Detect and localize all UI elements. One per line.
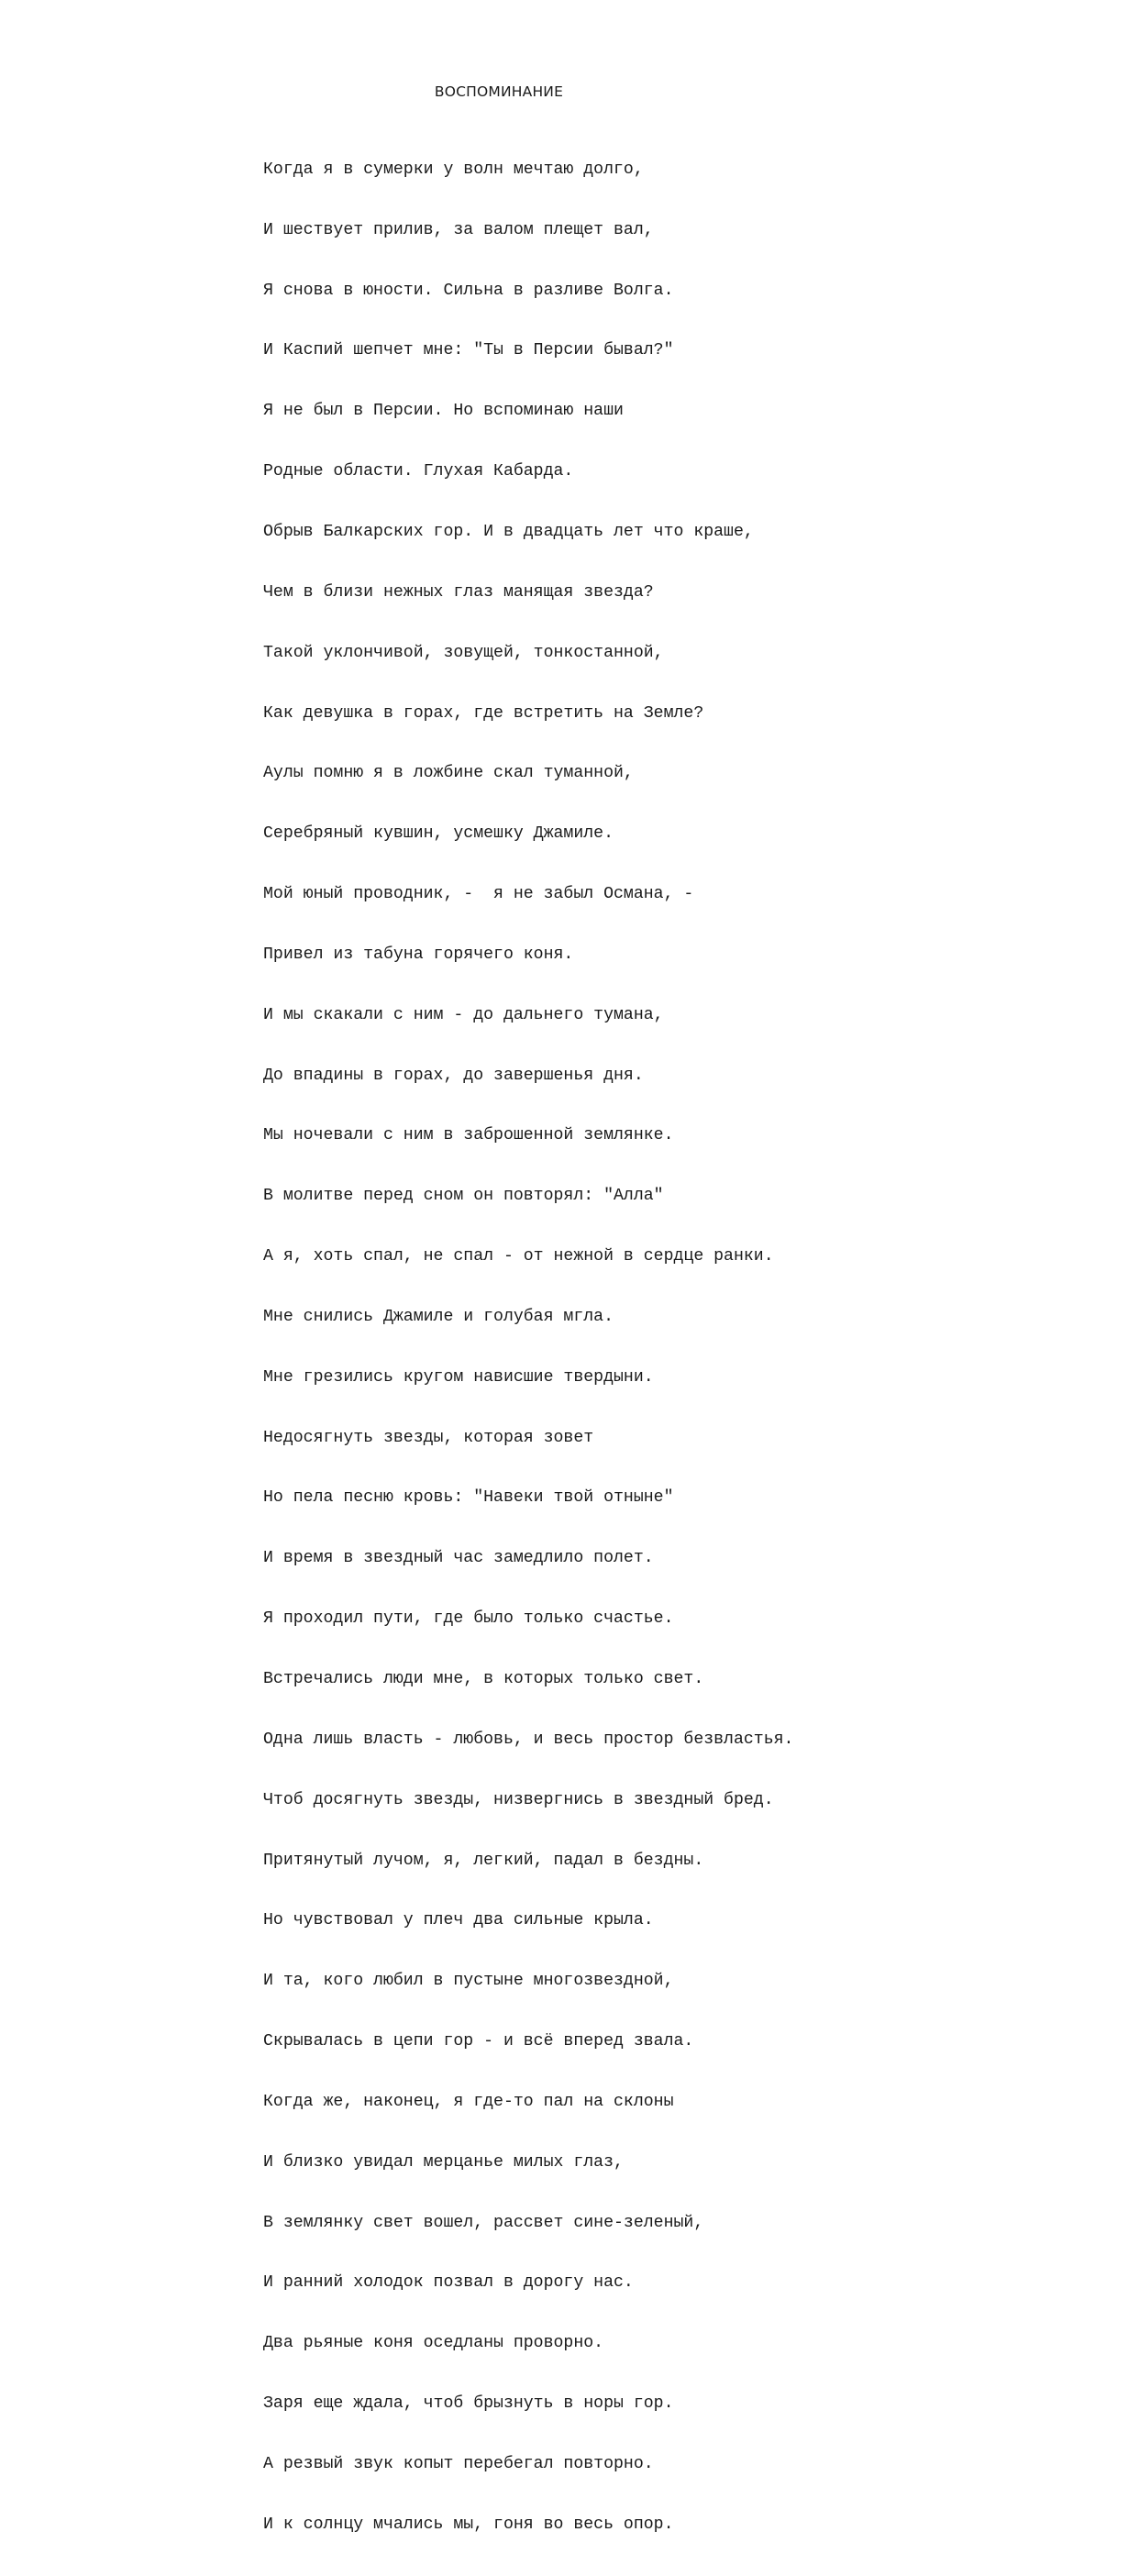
poem-line: Два рьяные коня оседланы проворно. bbox=[263, 2334, 604, 2353]
poem-line: Когда я в сумерки у волн мечтаю долго, bbox=[263, 160, 644, 179]
poem-line: Притянутый лучом, я, легкий, падал в бездны. bbox=[263, 1851, 704, 1870]
poem-line: И мы скакали с ним - до дальнего тумана, bbox=[263, 1005, 664, 1024]
poem-line: Я не был в Персии. Но вспоминаю наши bbox=[263, 402, 624, 421]
poem-line: И ранний холодок позвал в дорогу нас. bbox=[263, 2273, 634, 2293]
poem-line: Заря еще ждала, чтоб брызнуть в норы гор. bbox=[263, 2394, 674, 2414]
poem-line: Аулы помню я в ложбине скал туманной, bbox=[263, 764, 634, 783]
poem-line: Недосягнуть звезды, которая зовет bbox=[263, 1428, 594, 1447]
poem-line: В землянку свет вошел, рассвет сине-зеленый, bbox=[263, 2213, 704, 2232]
poem-line: И близко увидал мерцанье милых глаз, bbox=[263, 2152, 624, 2172]
poem-line: Мне грезились кругом нависшие твердыни. bbox=[263, 1367, 654, 1387]
poem-line: Чтоб досягнуть звезды, низвергнись в звездный бред. bbox=[263, 1790, 774, 1809]
poem-line: Обрыв Балкарских гор. И в двадцать лет что краше, bbox=[263, 522, 754, 541]
poem-line: И Каспий шепчет мне: "Ты в Персии бывал?" bbox=[263, 341, 674, 360]
poem-line: В молитве перед сном он повторял: "Алла" bbox=[263, 1187, 664, 1206]
poem-line: Но пела песню кровь: "Навеки твой отныне" bbox=[263, 1488, 674, 1508]
poem-body bbox=[263, 120, 793, 2576]
poem-line: И время в звездный час замедлило полет. bbox=[263, 1549, 654, 1568]
poem-line: Мне снились Джамиле и голубая мгла. bbox=[263, 1307, 614, 1326]
poem-line: Когда же, наконец, я где-то пал на склоны bbox=[263, 2092, 674, 2111]
poem-line: И та, кого любил в пустыне многозвездной, bbox=[263, 1972, 674, 1991]
poem-line: Серебряный кувшин, усмешку Джамиле. bbox=[263, 824, 614, 844]
poem-title: ВОСПОМИНАНИЕ bbox=[434, 83, 564, 100]
poem-line: Чем в близи нежных глаз манящая звезда? bbox=[263, 582, 654, 602]
poem-line: Родные области. Глухая Кабарда. bbox=[263, 462, 574, 481]
poem-line: Скрывалась в цепи гор - и всё вперед звала. bbox=[263, 2032, 694, 2051]
poem-line: А я, хоть спал, не спал - от нежной в сердце ранки. bbox=[263, 1247, 774, 1266]
poem-line: Привел из табуна горячего коня. bbox=[263, 945, 574, 964]
poem-line: Но чувствовал у плеч два сильные крыла. bbox=[263, 1911, 654, 1930]
poem-line: А резвый звук копыт перебегал повторно. bbox=[263, 2454, 654, 2473]
poem-line: Я снова в юности. Сильна в разливе Волга. bbox=[263, 281, 674, 300]
poem-line: Встречались люди мне, в которых только свет. bbox=[263, 1670, 704, 1688]
poem-line: И к солнцу мчались мы, гоня во весь опор. bbox=[263, 2515, 674, 2534]
poem-line: Такой уклончивой, зовущей, тонкостанной, bbox=[263, 643, 664, 662]
poem-line: И шествует прилив, за валом плещет вал, bbox=[263, 220, 654, 239]
poem-line: Одна лишь власть - любовь, и весь простор безвластья. bbox=[263, 1730, 794, 1749]
poem-line: Мы ночевали с ним в заброшенной землянке. bbox=[263, 1126, 674, 1145]
poem-line: Как девушка в горах, где встретить на Земле? bbox=[263, 703, 704, 723]
poem-line: Я проходил пути, где было только счастье. bbox=[263, 1609, 674, 1629]
poem-line: До впадины в горах, до завершенья дня. bbox=[263, 1066, 644, 1085]
poem-line: Мой юный проводник, - я не забыл Османа, - bbox=[263, 885, 694, 904]
